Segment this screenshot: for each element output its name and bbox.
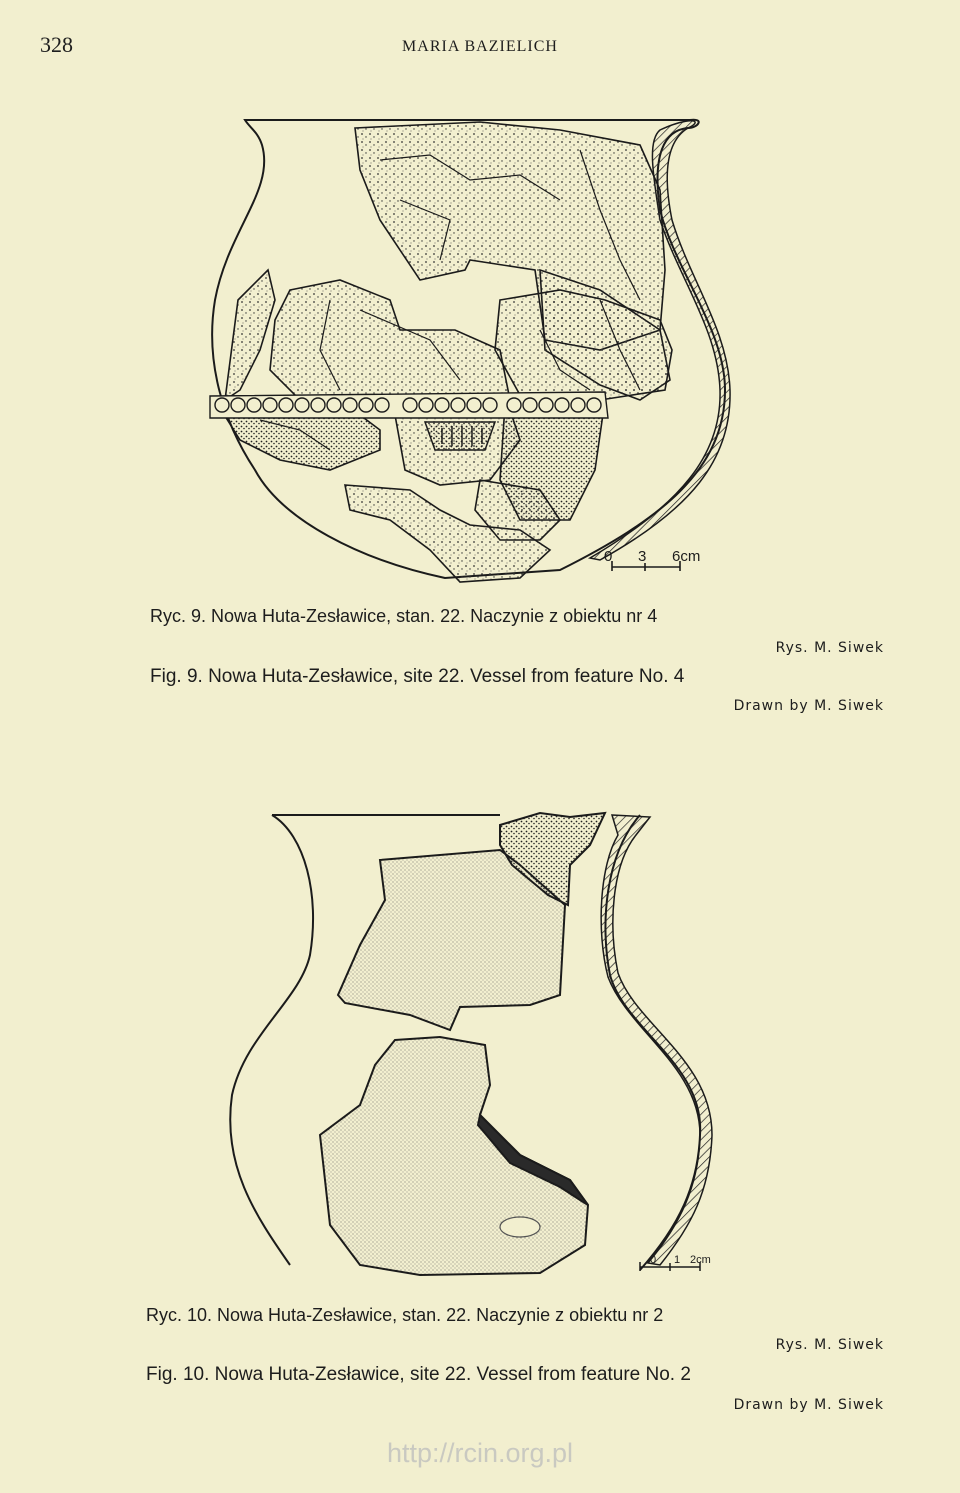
scale-10-label-0: 0 xyxy=(650,1254,657,1266)
vessel-9-bead-band xyxy=(210,392,608,418)
figure-10-caption-en: Fig. 10. Nowa Huta-Zesławice, site 22. Vessel from feature No. 2 xyxy=(146,1364,691,1385)
figure-10-credit-pl: Rys. M. Siwek xyxy=(775,1337,884,1353)
figure-10-drawing xyxy=(0,805,960,1285)
vessel-9-lug xyxy=(425,422,495,450)
scale-10-label-1: 1 xyxy=(674,1254,681,1266)
scale-10-label-2: 2cm xyxy=(690,1254,711,1266)
figure-9-caption-en: Fig. 9. Nowa Huta-Zesławice, site 22. Vessel from feature No. 4 xyxy=(150,666,685,687)
vessel-10-sherd-upper xyxy=(338,813,605,1030)
figure-9-credit-pl: Rys. M. Siwek xyxy=(775,640,884,656)
vessel-9-sherds xyxy=(215,122,672,582)
page-number: 328 xyxy=(40,32,73,57)
watermark[interactable]: http://rcin.org.pl xyxy=(386,1438,574,1468)
scale-9-label-2: 6cm xyxy=(672,548,701,565)
figure-9-drawing xyxy=(0,100,960,600)
figure-10-credit-en: Drawn by M. Siwek xyxy=(733,1397,884,1413)
figure-10-caption-pl: Ryc. 10. Nowa Huta-Zesławice, stan. 22. Naczynie z obiektu nr 2 xyxy=(146,1305,664,1325)
scale-9-label-1: 3 xyxy=(638,548,647,565)
vessel-10-sherd-lower xyxy=(320,1037,588,1275)
vessel-10-profile xyxy=(601,815,712,1265)
running-head: MARIA BAZIELICH xyxy=(402,38,558,55)
scale-9-label-0: 0 xyxy=(604,548,613,565)
figure-9-credit-en: Drawn by M. Siwek xyxy=(733,698,884,714)
figure-9-caption-pl: Ryc. 9. Nowa Huta-Zesławice, stan. 22. Naczynie z obiektu nr 4 xyxy=(150,606,658,626)
